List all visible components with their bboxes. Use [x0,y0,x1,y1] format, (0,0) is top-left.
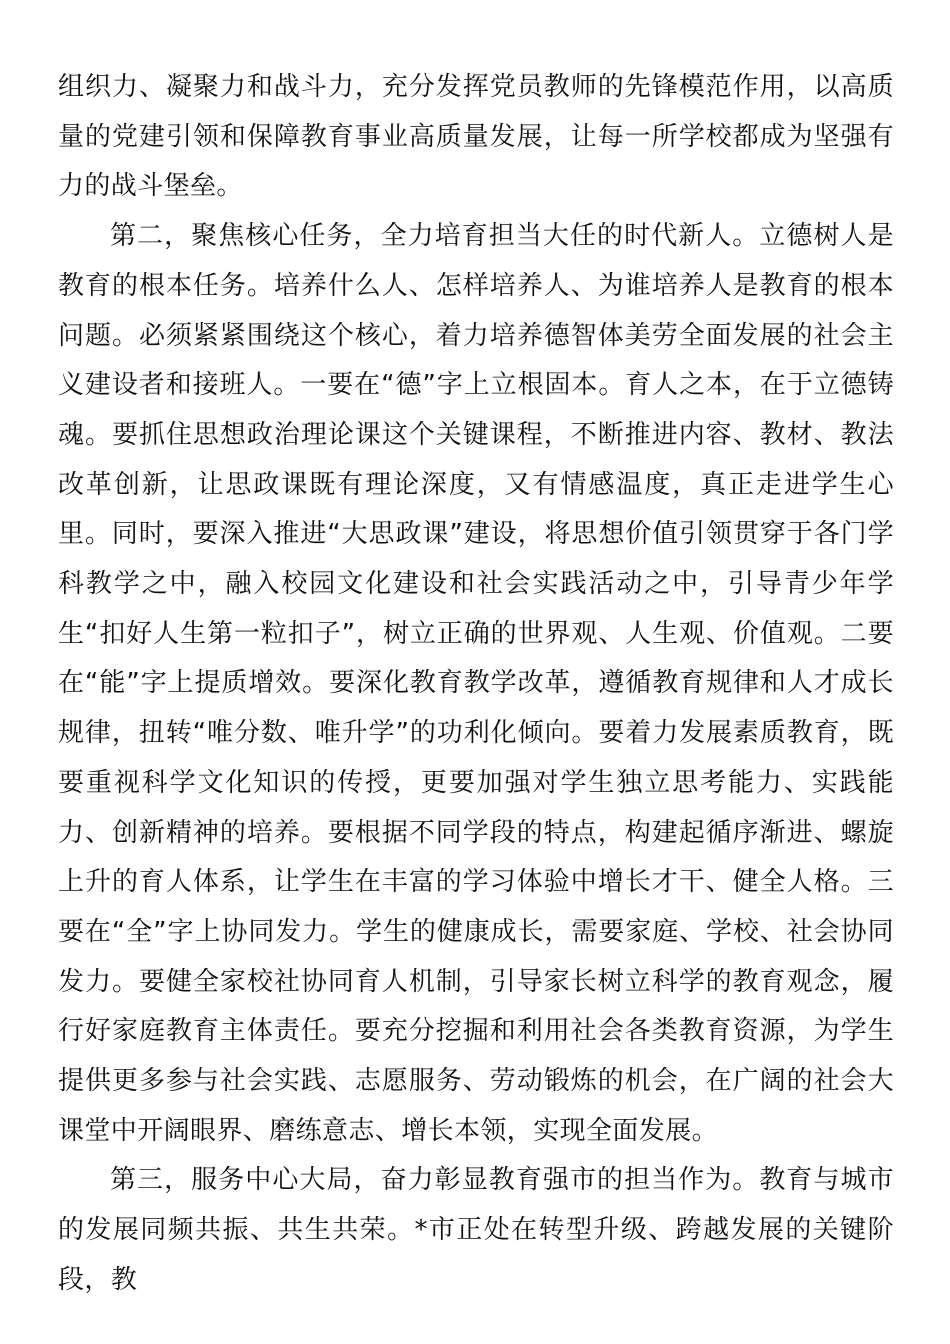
paragraph-3 [58,1156,894,1305]
paragraph-3-text: 教育与城市的发展同频共振、共生共荣。*市正处在转型升级、跨越发展的关键阶段，教 [58,1165,894,1295]
document-body [58,63,894,1306]
paragraph-1-text: 组织力、凝聚力和战斗力，充分发挥党员教师的先锋模范作用，以高质量的党建引领和保障教育事业高质量发展，让每一所学校都成为坚强有力的战斗堡垒。 [58,72,894,202]
paragraph-2 [58,212,894,1156]
paragraph-2-lead: 第二，聚焦核心任务，全力培育担当大任的时代新人。 [110,221,760,252]
paragraph-3-lead: 第三，服务中心大局，奋力彰显教育强市的担当作为。 [110,1165,760,1196]
paragraph-2-text: 立德树人是教育的根本任务。培养什么人、怎样培养人、为谁培养人是教育的根本问题。必须紧紧围绕这个核心，着力培养德智体美劳全面发展的社会主义建设者和接班人。一要在“德”字上立根固本。育人之本，在于立德铸魂。要抓住思想政治理论课这个关键课程，不断推进内容、教材、教法改革创新，让思政课既有理论深度，又有情感温度，真正走进学生心里。同时，要深入推进“大思政课”建设，将思想价值引领贯穿于各门学科教学之中，融入校园文化建设和社会实践活动之中，引导青少年学生“扣好人生第一粒扣子”，树立正确的世界观、人生观、价值观。二要在“能”字上提质增效。要深化教育教学改革，遵循教育规律和人才成长规律，扭转“唯分数、唯升学”的功利化倾向。要着力发展素质教育，既要重视科学文化知识的传授，更要加强对学生独立思考能力、实践能力、创新精神的培养。要根据不同学段的特点，构建起循序渐进、螺旋上升的育人体系，让学生在丰富的学习体验中增长才干、健全人格。三要在“全”字上协同发力。学生的健康成长，需要家庭、学校、社会协同发力。要健全家校社协同育人机制，引导家长树立科学的教育观念，履行好家庭教育主体责任。要充分挖掘和利用社会各类教育资源，为学生提供更多参与社会实践、志愿服务、劳动锻炼的机会，在广阔的社会大课堂中开阔眼界、磨练意志、增长本领，实现全面发展。 [58,221,894,1146]
paragraph-1 [58,63,894,212]
